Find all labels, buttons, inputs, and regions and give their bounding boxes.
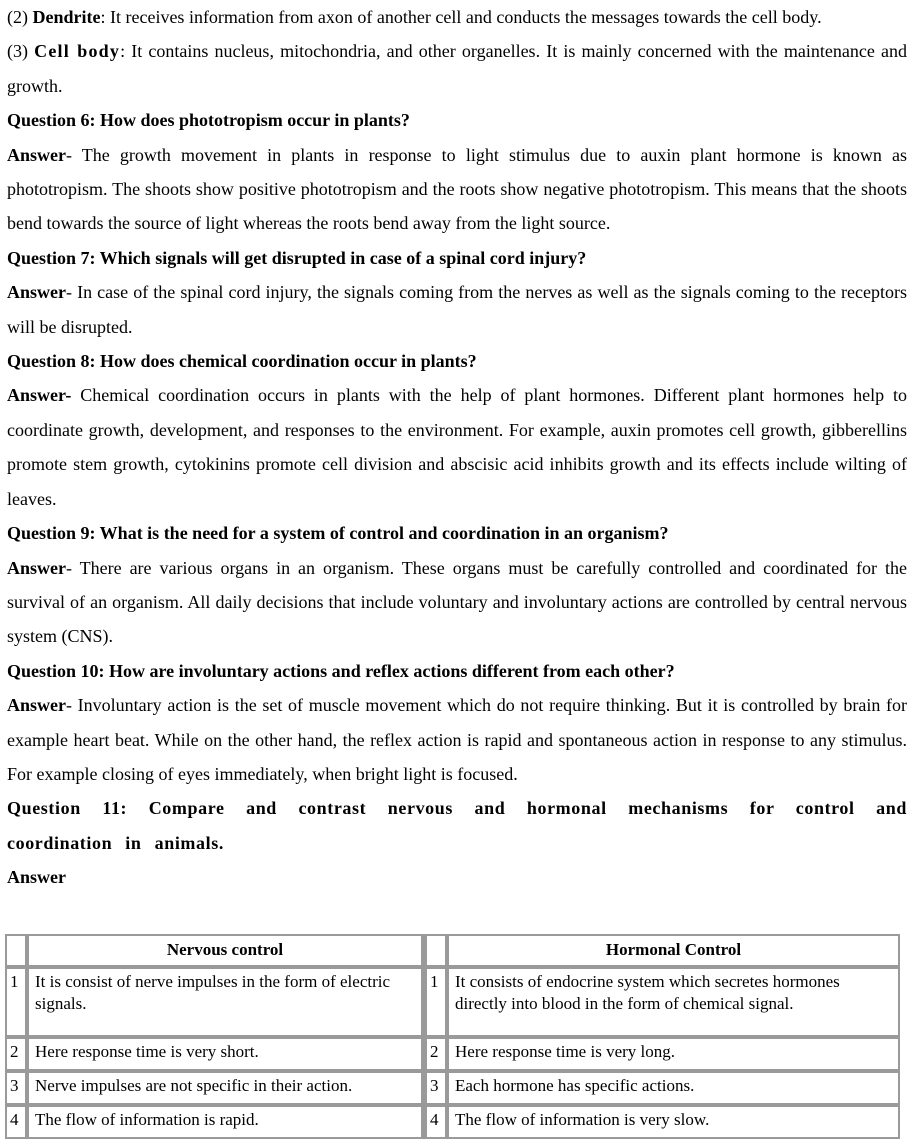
answer-text: - The growth movement in plants in response to light stimulus due to auxin plant hormone is known as phototropism. The shoots show positive phototropism and the roots show negative phototropism. This means that the shoots bend towards the source of light whereas the roots bend away from the light source. [7, 144, 907, 234]
row-number-right: 2 [423, 1037, 447, 1071]
dendrite-label: (2) [7, 7, 33, 27]
question-8: Question 8: How does chemical coordination occur in plants? [7, 351, 477, 372]
question-10: Question 10: How are involuntary actions and reflex actions different from each other? [7, 660, 675, 681]
answer-text: Chemical coordination occurs in plants with the help of plant hormones. Different plant hormones help to coordinate growth, development, and responses to the environment. For example, auxin promotes cell growth, gibberellins promote stem growth, cytokinins promote cell division and abscisic acid inhibits growth and its effects include wilting of leaves. [7, 385, 907, 509]
hormonal-cell: The flow of information is very slow. [447, 1105, 900, 1139]
answer-7 [7, 275, 907, 344]
table-row [5, 967, 900, 1037]
answer-label: Answer [7, 557, 66, 578]
answer-text: - In case of the spinal cord injury, the signals coming from the nerves as well as the signals coming to the receptors will be disrupted. [7, 282, 907, 337]
question-6: Question 6: How does phototropism occur in plants? [7, 110, 410, 131]
row-number-left: 2 [5, 1037, 27, 1071]
nervous-cell: Here response time is very short. [27, 1037, 423, 1071]
table-row [5, 1105, 900, 1139]
header-num-right [423, 934, 447, 967]
answer-text: - There are various organs in an organism. These organs must be carefully controlled and coordinated for the survival of an organism. All daily decisions that include voluntary and involuntary actions are controlled by central nervous system (CNS). [7, 557, 907, 647]
cell-body-label: (3) [7, 41, 35, 62]
answer-10 [7, 688, 907, 791]
header-nervous-control: Nervous control [27, 934, 423, 967]
answer-label: Answer [7, 144, 66, 165]
question-7: Question 7: Which signals will get disrupted in case of a spinal cord injury? [7, 247, 587, 268]
answer-11-label: Answer [7, 867, 66, 888]
table-row [5, 1071, 900, 1105]
table-header-row [5, 934, 900, 967]
question-9: Question 9: What is the need for a system of control and coordination in an organism? [7, 523, 669, 544]
cell-body-paragraph [7, 34, 907, 103]
answer-label: Answer [7, 695, 66, 716]
hormonal-cell: Here response time is very long. [447, 1037, 900, 1071]
row-number-right: 1 [423, 967, 447, 1037]
answer-text: - Involuntary action is the set of muscle movement which do not require thinking. But it is controlled by brain for example heart beat. While on the other hand, the reflex action is rapid and spontaneous action in response to any stimulus. For example closing of eyes immediately, when bright light is focused. [7, 695, 907, 784]
nervous-cell: Nerve impulses are not specific in their action. [27, 1071, 423, 1105]
header-num-left [5, 934, 27, 967]
answer-8 [7, 378, 907, 516]
hormonal-cell: It consists of endocrine system which secretes hormones directly into blood in the form of chemical signal. [447, 967, 900, 1037]
comparison-table [5, 934, 900, 1139]
header-hormonal-control: Hormonal Control [447, 934, 900, 967]
row-number-left: 1 [5, 967, 27, 1037]
answer-6 [7, 138, 907, 241]
dendrite-paragraph [7, 0, 907, 34]
answer-label: Answer [7, 282, 66, 303]
nervous-cell: It is consist of nerve impulses in the form of electric signals. [27, 967, 423, 1037]
dendrite-text: : It receives information from axon of another cell and conducts the messages towards the cell body. [100, 7, 822, 27]
answer-9 [7, 551, 907, 654]
table-row [5, 1037, 900, 1071]
dendrite-term: Dendrite [32, 7, 101, 27]
cell-body-text: : It contains nucleus, mitochondria, and other organelles. It is mainly concerned with the maintenance and growth. [7, 41, 907, 96]
answer-label: Answer- [7, 385, 72, 406]
row-number-right: 3 [423, 1071, 447, 1105]
nervous-cell: The flow of information is rapid. [27, 1105, 423, 1139]
comparison-table-wrapper [5, 934, 900, 1139]
document-page [7, 0, 907, 895]
cell-body-term: Cell body [34, 41, 121, 62]
hormonal-cell: Each hormone has specific actions. [447, 1071, 900, 1105]
question-11: Question 11: Compare and contrast nervous and hormonal mechanisms for control and coordination in animals. [7, 798, 907, 853]
row-number-left: 4 [5, 1105, 27, 1139]
row-number-left: 3 [5, 1071, 27, 1105]
row-number-right: 4 [423, 1105, 447, 1139]
